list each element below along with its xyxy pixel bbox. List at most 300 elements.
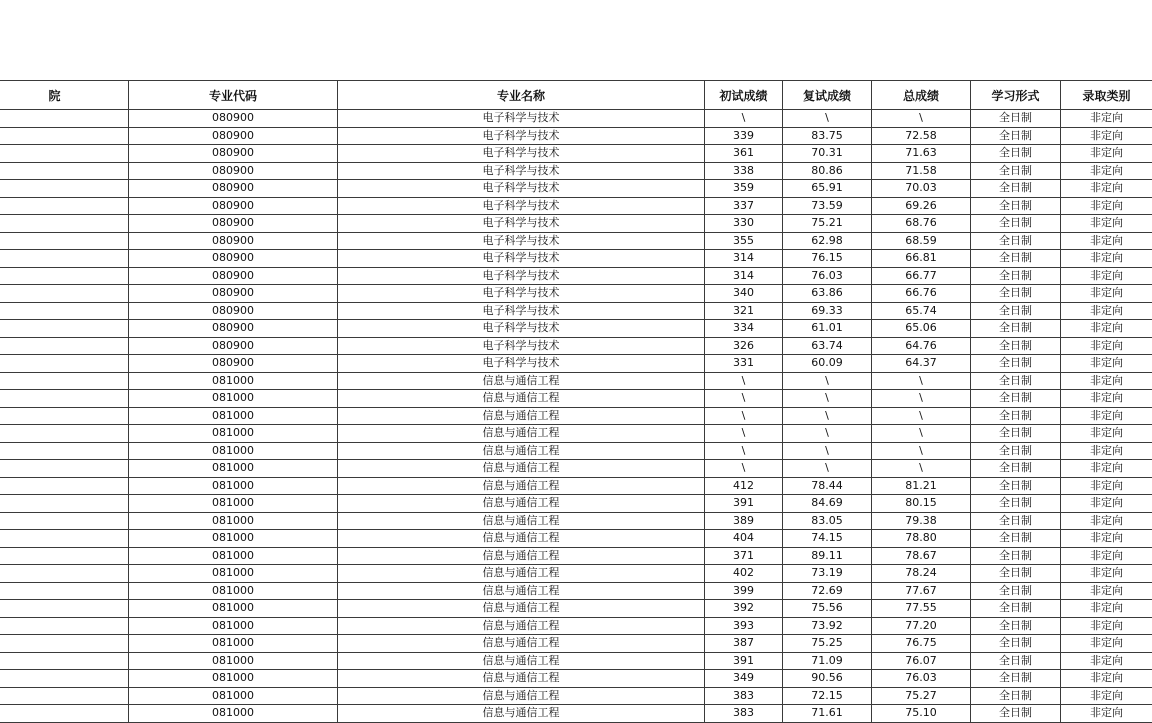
cell-retest-score: 75.25	[783, 635, 872, 653]
cell-initial-score: \	[705, 390, 783, 408]
cell-initial-score: 321	[705, 302, 783, 320]
table-row	[0, 670, 1152, 688]
cell-initial-score: 389	[705, 512, 783, 530]
cell-retest-score: \	[783, 425, 872, 443]
cell-study-mode: 全日制	[971, 302, 1061, 320]
cell-major-code: 080900	[129, 197, 338, 215]
cell-major-code: 080900	[129, 250, 338, 268]
cell-study-mode: 全日制	[971, 687, 1061, 705]
cell-admission-type: 非定向	[1061, 635, 1152, 653]
cell-initial-score: \	[705, 372, 783, 390]
cell-admission-type: 非定向	[1061, 617, 1152, 635]
cell-retest-score: \	[783, 372, 872, 390]
cell-major-code: 081000	[129, 635, 338, 653]
table-row	[0, 162, 1152, 180]
cell-retest-score: 70.31	[783, 145, 872, 163]
cell-total-score: 65.74	[872, 302, 971, 320]
cell-study-mode: 全日制	[971, 180, 1061, 198]
cell-admission-type: 非定向	[1061, 442, 1152, 460]
cell-initial-score: 387	[705, 635, 783, 653]
cell-total-score: 76.03	[872, 670, 971, 688]
cell-major-code: 080900	[129, 337, 338, 355]
cell-college	[0, 215, 129, 233]
table-row	[0, 705, 1152, 723]
cell-admission-type: 非定向	[1061, 460, 1152, 478]
cell-college	[0, 337, 129, 355]
cell-retest-score: \	[783, 110, 872, 128]
cell-major-code: 080900	[129, 302, 338, 320]
cell-study-mode: 全日制	[971, 652, 1061, 670]
cell-admission-type: 非定向	[1061, 600, 1152, 618]
cell-total-score: \	[872, 407, 971, 425]
cell-major-name: 电子科学与技术	[338, 110, 705, 128]
cell-college	[0, 687, 129, 705]
cell-major-code: 081000	[129, 372, 338, 390]
cell-study-mode: 全日制	[971, 635, 1061, 653]
table-row	[0, 530, 1152, 548]
cell-study-mode: 全日制	[971, 320, 1061, 338]
table-row	[0, 582, 1152, 600]
cell-college	[0, 477, 129, 495]
cell-college	[0, 232, 129, 250]
cell-total-score: 78.80	[872, 530, 971, 548]
cell-college	[0, 425, 129, 443]
cell-study-mode: 全日制	[971, 705, 1061, 723]
cell-total-score: 64.76	[872, 337, 971, 355]
cell-admission-type: 非定向	[1061, 687, 1152, 705]
cell-college	[0, 372, 129, 390]
cell-initial-score: 326	[705, 337, 783, 355]
cell-major-name: 信息与通信工程	[338, 687, 705, 705]
cell-major-code: 081000	[129, 565, 338, 583]
cell-retest-score: 63.74	[783, 337, 872, 355]
cell-admission-type: 非定向	[1061, 250, 1152, 268]
cell-major-name: 信息与通信工程	[338, 477, 705, 495]
cell-retest-score: 83.05	[783, 512, 872, 530]
cell-major-name: 信息与通信工程	[338, 390, 705, 408]
cell-retest-score: 90.56	[783, 670, 872, 688]
cell-initial-score: 361	[705, 145, 783, 163]
cell-admission-type: 非定向	[1061, 337, 1152, 355]
cell-major-code: 080900	[129, 267, 338, 285]
cell-initial-score: \	[705, 407, 783, 425]
cell-major-name: 电子科学与技术	[338, 180, 705, 198]
cell-total-score: \	[872, 425, 971, 443]
cell-study-mode: 全日制	[971, 582, 1061, 600]
cell-retest-score: 73.92	[783, 617, 872, 635]
cell-college	[0, 442, 129, 460]
cell-college	[0, 390, 129, 408]
cell-college	[0, 250, 129, 268]
header-study-mode: 学习形式	[971, 81, 1061, 110]
cell-admission-type: 非定向	[1061, 320, 1152, 338]
cell-total-score: 81.21	[872, 477, 971, 495]
cell-major-name: 电子科学与技术	[338, 337, 705, 355]
cell-major-code: 080900	[129, 145, 338, 163]
cell-major-name: 电子科学与技术	[338, 285, 705, 303]
cell-retest-score: 72.69	[783, 582, 872, 600]
table-row	[0, 425, 1152, 443]
cell-retest-score: 60.09	[783, 355, 872, 373]
cell-major-code: 081000	[129, 670, 338, 688]
cell-college	[0, 635, 129, 653]
cell-initial-score: 334	[705, 320, 783, 338]
cell-study-mode: 全日制	[971, 197, 1061, 215]
table-row	[0, 565, 1152, 583]
cell-major-name: 信息与通信工程	[338, 442, 705, 460]
admission-table-container	[0, 80, 1152, 723]
table-row	[0, 285, 1152, 303]
cell-major-code: 081000	[129, 390, 338, 408]
cell-initial-score: 355	[705, 232, 783, 250]
cell-major-code: 081000	[129, 407, 338, 425]
cell-college	[0, 162, 129, 180]
table-row	[0, 547, 1152, 565]
cell-admission-type: 非定向	[1061, 512, 1152, 530]
cell-major-name: 信息与通信工程	[338, 512, 705, 530]
table-row	[0, 407, 1152, 425]
cell-college	[0, 320, 129, 338]
cell-admission-type: 非定向	[1061, 565, 1152, 583]
cell-major-name: 信息与通信工程	[338, 705, 705, 723]
table-row	[0, 337, 1152, 355]
cell-initial-score: \	[705, 460, 783, 478]
cell-college	[0, 145, 129, 163]
cell-major-code: 080900	[129, 355, 338, 373]
cell-total-score: 76.07	[872, 652, 971, 670]
table-header-row	[0, 81, 1152, 110]
table-row	[0, 687, 1152, 705]
cell-study-mode: 全日制	[971, 162, 1061, 180]
cell-major-code: 080900	[129, 110, 338, 128]
cell-admission-type: 非定向	[1061, 407, 1152, 425]
cell-total-score: 64.37	[872, 355, 971, 373]
cell-total-score: 70.03	[872, 180, 971, 198]
cell-major-code: 080900	[129, 320, 338, 338]
cell-study-mode: 全日制	[971, 670, 1061, 688]
cell-retest-score: 69.33	[783, 302, 872, 320]
cell-major-code: 081000	[129, 652, 338, 670]
table-row	[0, 652, 1152, 670]
cell-major-code: 080900	[129, 162, 338, 180]
cell-total-score: 77.55	[872, 600, 971, 618]
cell-major-name: 电子科学与技术	[338, 162, 705, 180]
cell-retest-score: \	[783, 460, 872, 478]
cell-total-score: 66.77	[872, 267, 971, 285]
cell-college	[0, 670, 129, 688]
cell-college	[0, 600, 129, 618]
cell-initial-score: 314	[705, 267, 783, 285]
cell-major-name: 电子科学与技术	[338, 250, 705, 268]
cell-college	[0, 460, 129, 478]
cell-college	[0, 285, 129, 303]
table-row	[0, 600, 1152, 618]
cell-study-mode: 全日制	[971, 232, 1061, 250]
cell-total-score: 69.26	[872, 197, 971, 215]
cell-major-code: 081000	[129, 495, 338, 513]
cell-major-code: 080900	[129, 127, 338, 145]
cell-major-name: 信息与通信工程	[338, 372, 705, 390]
cell-study-mode: 全日制	[971, 477, 1061, 495]
table-row	[0, 617, 1152, 635]
cell-major-name: 电子科学与技术	[338, 355, 705, 373]
cell-major-name: 信息与通信工程	[338, 460, 705, 478]
cell-major-name: 电子科学与技术	[338, 302, 705, 320]
cell-major-name: 电子科学与技术	[338, 232, 705, 250]
cell-admission-type: 非定向	[1061, 215, 1152, 233]
cell-major-name: 信息与通信工程	[338, 652, 705, 670]
cell-initial-score: 404	[705, 530, 783, 548]
cell-study-mode: 全日制	[971, 600, 1061, 618]
cell-study-mode: 全日制	[971, 267, 1061, 285]
cell-admission-type: 非定向	[1061, 425, 1152, 443]
cell-initial-score: 393	[705, 617, 783, 635]
cell-total-score: 79.38	[872, 512, 971, 530]
cell-retest-score: 62.98	[783, 232, 872, 250]
cell-college	[0, 705, 129, 723]
cell-major-code: 081000	[129, 530, 338, 548]
cell-college	[0, 197, 129, 215]
cell-college	[0, 407, 129, 425]
cell-college	[0, 565, 129, 583]
table-row	[0, 302, 1152, 320]
cell-major-name: 信息与通信工程	[338, 407, 705, 425]
cell-study-mode: 全日制	[971, 512, 1061, 530]
cell-college	[0, 530, 129, 548]
cell-total-score: 77.20	[872, 617, 971, 635]
cell-major-name: 信息与通信工程	[338, 530, 705, 548]
cell-initial-score: 383	[705, 687, 783, 705]
cell-major-code: 081000	[129, 425, 338, 443]
cell-initial-score: 338	[705, 162, 783, 180]
cell-major-code: 080900	[129, 285, 338, 303]
cell-retest-score: 80.86	[783, 162, 872, 180]
cell-college	[0, 267, 129, 285]
cell-study-mode: 全日制	[971, 617, 1061, 635]
cell-total-score: 75.10	[872, 705, 971, 723]
cell-total-score: 72.58	[872, 127, 971, 145]
cell-college	[0, 180, 129, 198]
cell-retest-score: 84.69	[783, 495, 872, 513]
cell-study-mode: 全日制	[971, 565, 1061, 583]
cell-study-mode: 全日制	[971, 215, 1061, 233]
cell-study-mode: 全日制	[971, 460, 1061, 478]
cell-admission-type: 非定向	[1061, 530, 1152, 548]
cell-admission-type: 非定向	[1061, 127, 1152, 145]
cell-major-name: 信息与通信工程	[338, 635, 705, 653]
cell-major-code: 081000	[129, 687, 338, 705]
cell-study-mode: 全日制	[971, 250, 1061, 268]
header-initial-score: 初试成绩	[705, 81, 783, 110]
cell-study-mode: 全日制	[971, 530, 1061, 548]
cell-major-name: 信息与通信工程	[338, 600, 705, 618]
table-row	[0, 635, 1152, 653]
cell-total-score: 65.06	[872, 320, 971, 338]
cell-total-score: \	[872, 460, 971, 478]
cell-retest-score: 71.61	[783, 705, 872, 723]
cell-major-code: 081000	[129, 705, 338, 723]
cell-college	[0, 110, 129, 128]
cell-initial-score: 402	[705, 565, 783, 583]
table-row	[0, 460, 1152, 478]
table-row	[0, 390, 1152, 408]
header-admission-type: 录取类别	[1061, 81, 1152, 110]
header-retest-score: 复试成绩	[783, 81, 872, 110]
cell-admission-type: 非定向	[1061, 302, 1152, 320]
cell-admission-type: 非定向	[1061, 267, 1152, 285]
cell-initial-score: 337	[705, 197, 783, 215]
table-row	[0, 197, 1152, 215]
cell-retest-score: \	[783, 390, 872, 408]
cell-major-code: 081000	[129, 477, 338, 495]
cell-retest-score: 76.03	[783, 267, 872, 285]
cell-major-name: 电子科学与技术	[338, 197, 705, 215]
cell-admission-type: 非定向	[1061, 145, 1152, 163]
cell-total-score: 78.24	[872, 565, 971, 583]
cell-study-mode: 全日制	[971, 285, 1061, 303]
cell-total-score: 71.58	[872, 162, 971, 180]
cell-admission-type: 非定向	[1061, 547, 1152, 565]
cell-major-name: 信息与通信工程	[338, 565, 705, 583]
cell-study-mode: 全日制	[971, 407, 1061, 425]
cell-total-score: 75.27	[872, 687, 971, 705]
cell-admission-type: 非定向	[1061, 110, 1152, 128]
cell-study-mode: 全日制	[971, 390, 1061, 408]
cell-total-score: 77.67	[872, 582, 971, 600]
cell-admission-type: 非定向	[1061, 180, 1152, 198]
admission-table	[0, 80, 1152, 723]
cell-initial-score: 412	[705, 477, 783, 495]
cell-initial-score: \	[705, 110, 783, 128]
cell-total-score: 66.81	[872, 250, 971, 268]
table-row	[0, 232, 1152, 250]
cell-retest-score: 73.19	[783, 565, 872, 583]
cell-total-score: 71.63	[872, 145, 971, 163]
cell-study-mode: 全日制	[971, 442, 1061, 460]
cell-admission-type: 非定向	[1061, 477, 1152, 495]
cell-major-code: 081000	[129, 547, 338, 565]
cell-admission-type: 非定向	[1061, 390, 1152, 408]
table-row	[0, 355, 1152, 373]
cell-initial-score: 349	[705, 670, 783, 688]
cell-retest-score: 65.91	[783, 180, 872, 198]
table-row	[0, 477, 1152, 495]
cell-major-name: 电子科学与技术	[338, 267, 705, 285]
cell-major-name: 信息与通信工程	[338, 425, 705, 443]
cell-admission-type: 非定向	[1061, 232, 1152, 250]
cell-major-code: 080900	[129, 215, 338, 233]
table-row	[0, 320, 1152, 338]
cell-major-name: 电子科学与技术	[338, 145, 705, 163]
cell-total-score: \	[872, 442, 971, 460]
cell-total-score: 80.15	[872, 495, 971, 513]
cell-major-code: 081000	[129, 617, 338, 635]
cell-initial-score: 340	[705, 285, 783, 303]
table-row	[0, 145, 1152, 163]
cell-initial-score: 371	[705, 547, 783, 565]
table-row	[0, 250, 1152, 268]
cell-major-name: 电子科学与技术	[338, 215, 705, 233]
header-total-score: 总成绩	[872, 81, 971, 110]
cell-retest-score: 74.15	[783, 530, 872, 548]
cell-study-mode: 全日制	[971, 372, 1061, 390]
cell-total-score: \	[872, 110, 971, 128]
cell-major-code: 081000	[129, 460, 338, 478]
header-college: 院	[0, 81, 129, 110]
cell-study-mode: 全日制	[971, 337, 1061, 355]
cell-college	[0, 547, 129, 565]
header-major-code: 专业代码	[129, 81, 338, 110]
cell-retest-score: 71.09	[783, 652, 872, 670]
cell-college	[0, 617, 129, 635]
cell-study-mode: 全日制	[971, 127, 1061, 145]
cell-initial-score: 331	[705, 355, 783, 373]
cell-total-score: 78.67	[872, 547, 971, 565]
cell-total-score: 68.59	[872, 232, 971, 250]
cell-college	[0, 127, 129, 145]
cell-initial-score: 339	[705, 127, 783, 145]
cell-retest-score: 63.86	[783, 285, 872, 303]
cell-total-score: \	[872, 372, 971, 390]
cell-initial-score: 314	[705, 250, 783, 268]
cell-major-code: 081000	[129, 582, 338, 600]
cell-initial-score: 391	[705, 652, 783, 670]
cell-college	[0, 582, 129, 600]
table-body	[0, 110, 1152, 723]
cell-total-score: 68.76	[872, 215, 971, 233]
cell-college	[0, 495, 129, 513]
cell-total-score: 76.75	[872, 635, 971, 653]
cell-admission-type: 非定向	[1061, 652, 1152, 670]
cell-major-name: 信息与通信工程	[338, 582, 705, 600]
cell-major-name: 信息与通信工程	[338, 670, 705, 688]
table-row	[0, 180, 1152, 198]
cell-total-score: 66.76	[872, 285, 971, 303]
cell-retest-score: 73.59	[783, 197, 872, 215]
cell-initial-score: 391	[705, 495, 783, 513]
cell-college	[0, 302, 129, 320]
cell-study-mode: 全日制	[971, 355, 1061, 373]
cell-major-name: 电子科学与技术	[338, 127, 705, 145]
cell-major-code: 081000	[129, 512, 338, 530]
cell-retest-score: 61.01	[783, 320, 872, 338]
cell-retest-score: 72.15	[783, 687, 872, 705]
cell-retest-score: 78.44	[783, 477, 872, 495]
cell-initial-score: \	[705, 442, 783, 460]
cell-admission-type: 非定向	[1061, 705, 1152, 723]
cell-study-mode: 全日制	[971, 425, 1061, 443]
cell-study-mode: 全日制	[971, 110, 1061, 128]
cell-admission-type: 非定向	[1061, 197, 1152, 215]
cell-major-name: 信息与通信工程	[338, 617, 705, 635]
cell-college	[0, 652, 129, 670]
table-row	[0, 267, 1152, 285]
cell-major-code: 081000	[129, 442, 338, 460]
header-major-name: 专业名称	[338, 81, 705, 110]
table-row	[0, 110, 1152, 128]
cell-major-code: 080900	[129, 232, 338, 250]
cell-initial-score: 359	[705, 180, 783, 198]
cell-admission-type: 非定向	[1061, 285, 1152, 303]
table-row	[0, 512, 1152, 530]
cell-admission-type: 非定向	[1061, 372, 1152, 390]
cell-initial-score: 399	[705, 582, 783, 600]
cell-college	[0, 355, 129, 373]
cell-major-name: 信息与通信工程	[338, 547, 705, 565]
cell-retest-score: 89.11	[783, 547, 872, 565]
cell-admission-type: 非定向	[1061, 495, 1152, 513]
cell-major-name: 信息与通信工程	[338, 495, 705, 513]
